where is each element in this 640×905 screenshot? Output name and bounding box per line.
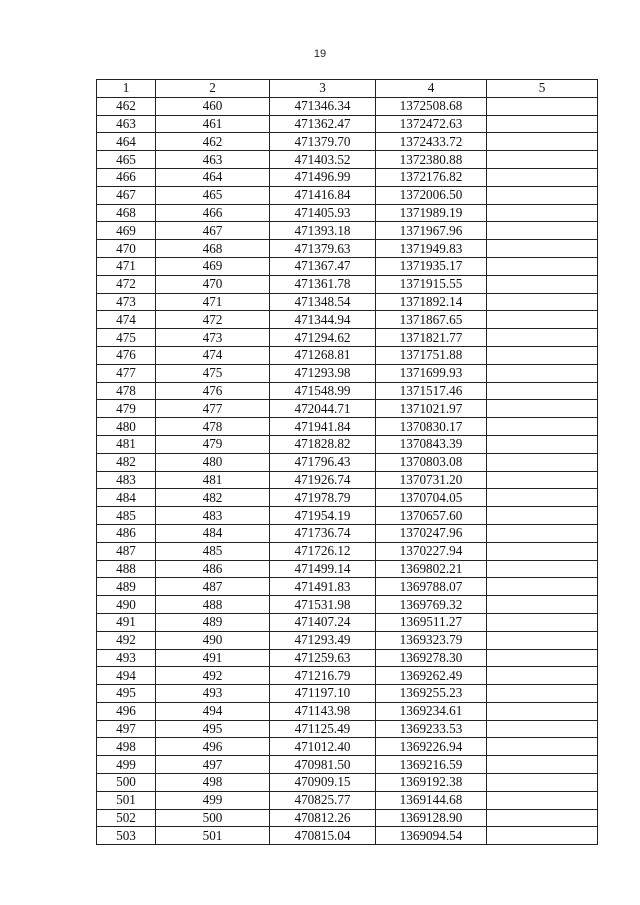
coordinate-y-cell: 1370803.08 — [376, 453, 487, 471]
coordinate-x-cell: 471259.63 — [270, 649, 376, 667]
note-cell — [487, 311, 598, 329]
coordinate-x-cell: 471197.10 — [270, 685, 376, 703]
note-cell — [487, 222, 598, 240]
coordinate-y-cell: 1371935.17 — [376, 257, 487, 275]
boundary-number-cell: 468 — [156, 240, 270, 258]
point-number-cell: 462 — [97, 97, 156, 115]
column-header-2: 2 — [156, 80, 270, 98]
note-cell — [487, 257, 598, 275]
coordinate-x-cell: 471379.63 — [270, 240, 376, 258]
coordinate-x-cell: 471403.52 — [270, 151, 376, 169]
coordinate-y-cell: 1369233.53 — [376, 720, 487, 738]
coordinate-y-cell: 1371867.65 — [376, 311, 487, 329]
boundary-number-cell: 474 — [156, 346, 270, 364]
note-cell — [487, 756, 598, 774]
table-row — [97, 400, 598, 418]
boundary-number-cell: 473 — [156, 329, 270, 347]
boundary-number-cell: 479 — [156, 435, 270, 453]
note-cell — [487, 507, 598, 525]
table-row — [97, 560, 598, 578]
note-cell — [487, 471, 598, 489]
coordinate-y-cell: 1369128.90 — [376, 809, 487, 827]
table-row — [97, 809, 598, 827]
table-row — [97, 418, 598, 436]
point-number-cell: 477 — [97, 364, 156, 382]
boundary-number-cell: 498 — [156, 774, 270, 792]
point-number-cell: 471 — [97, 257, 156, 275]
table-row — [97, 257, 598, 275]
boundary-number-cell: 465 — [156, 186, 270, 204]
column-header-5: 5 — [487, 80, 598, 98]
boundary-number-cell: 485 — [156, 542, 270, 560]
coordinate-x-cell: 471416.84 — [270, 186, 376, 204]
header-row — [97, 80, 598, 98]
note-cell — [487, 364, 598, 382]
point-number-cell: 470 — [97, 240, 156, 258]
point-number-cell: 482 — [97, 453, 156, 471]
boundary-number-cell: 478 — [156, 418, 270, 436]
coordinate-x-cell: 471344.94 — [270, 311, 376, 329]
coordinate-x-cell: 471362.47 — [270, 115, 376, 133]
table-row — [97, 151, 598, 169]
note-cell — [487, 240, 598, 258]
table-row — [97, 756, 598, 774]
coordinate-y-cell: 1369323.79 — [376, 631, 487, 649]
coordinate-y-cell: 1370247.96 — [376, 524, 487, 542]
coordinate-y-cell: 1370830.17 — [376, 418, 487, 436]
table-row — [97, 115, 598, 133]
point-number-cell: 479 — [97, 400, 156, 418]
coordinate-y-cell: 1369144.68 — [376, 791, 487, 809]
page-number: 19 — [313, 48, 327, 60]
coordinate-x-cell: 471143.98 — [270, 702, 376, 720]
point-number-cell: 502 — [97, 809, 156, 827]
coordinate-x-cell: 471348.54 — [270, 293, 376, 311]
point-number-cell: 478 — [97, 382, 156, 400]
note-cell — [487, 613, 598, 631]
point-number-cell: 476 — [97, 346, 156, 364]
boundary-number-cell: 480 — [156, 453, 270, 471]
table-row — [97, 631, 598, 649]
note-cell — [487, 596, 598, 614]
boundary-number-cell: 476 — [156, 382, 270, 400]
point-number-cell: 489 — [97, 578, 156, 596]
table-row — [97, 827, 598, 845]
point-number-cell: 481 — [97, 435, 156, 453]
coordinate-y-cell: 1370843.39 — [376, 435, 487, 453]
note-cell — [487, 329, 598, 347]
coordinate-y-cell: 1371021.97 — [376, 400, 487, 418]
point-number-cell: 486 — [97, 524, 156, 542]
coordinate-y-cell: 1372006.50 — [376, 186, 487, 204]
point-number-cell: 467 — [97, 186, 156, 204]
coordinate-x-cell: 471954.19 — [270, 507, 376, 525]
table-body — [97, 97, 598, 844]
point-number-cell: 465 — [97, 151, 156, 169]
coordinate-x-cell: 470815.04 — [270, 827, 376, 845]
table-row — [97, 240, 598, 258]
coordinate-y-cell: 1371915.55 — [376, 275, 487, 293]
coordinates-table — [96, 79, 598, 845]
note-cell — [487, 418, 598, 436]
point-number-cell: 495 — [97, 685, 156, 703]
coordinate-y-cell: 1370704.05 — [376, 489, 487, 507]
coordinate-x-cell: 471367.47 — [270, 257, 376, 275]
coordinate-x-cell: 471393.18 — [270, 222, 376, 240]
boundary-number-cell: 494 — [156, 702, 270, 720]
coordinate-x-cell: 471796.43 — [270, 453, 376, 471]
point-number-cell: 493 — [97, 649, 156, 667]
point-number-cell: 503 — [97, 827, 156, 845]
coordinate-x-cell: 471491.83 — [270, 578, 376, 596]
note-cell — [487, 720, 598, 738]
coordinate-y-cell: 1369255.23 — [376, 685, 487, 703]
table-row — [97, 791, 598, 809]
point-number-cell: 494 — [97, 667, 156, 685]
note-cell — [487, 293, 598, 311]
point-number-cell: 469 — [97, 222, 156, 240]
note-cell — [487, 97, 598, 115]
coordinate-x-cell: 470981.50 — [270, 756, 376, 774]
table-row — [97, 346, 598, 364]
coordinate-x-cell: 471828.82 — [270, 435, 376, 453]
coordinate-x-cell: 471268.81 — [270, 346, 376, 364]
boundary-number-cell: 491 — [156, 649, 270, 667]
coordinate-y-cell: 1371949.83 — [376, 240, 487, 258]
note-cell — [487, 275, 598, 293]
table-row — [97, 720, 598, 738]
point-number-cell: 492 — [97, 631, 156, 649]
note-cell — [487, 809, 598, 827]
coordinate-x-cell: 471125.49 — [270, 720, 376, 738]
note-cell — [487, 667, 598, 685]
point-number-cell: 485 — [97, 507, 156, 525]
boundary-number-cell: 484 — [156, 524, 270, 542]
table-row — [97, 329, 598, 347]
point-number-cell: 498 — [97, 738, 156, 756]
coordinate-x-cell: 470909.15 — [270, 774, 376, 792]
boundary-number-cell: 483 — [156, 507, 270, 525]
coordinate-y-cell: 1369192.38 — [376, 774, 487, 792]
note-cell — [487, 133, 598, 151]
coordinate-y-cell: 1369769.32 — [376, 596, 487, 614]
table-row — [97, 364, 598, 382]
point-number-cell: 488 — [97, 560, 156, 578]
point-number-cell: 496 — [97, 702, 156, 720]
coordinate-y-cell: 1371699.93 — [376, 364, 487, 382]
coordinate-x-cell: 471293.49 — [270, 631, 376, 649]
coordinate-y-cell: 1370657.60 — [376, 507, 487, 525]
coordinate-x-cell: 471216.79 — [270, 667, 376, 685]
coordinate-y-cell: 1370227.94 — [376, 542, 487, 560]
boundary-number-cell: 477 — [156, 400, 270, 418]
point-number-cell: 473 — [97, 293, 156, 311]
note-cell — [487, 115, 598, 133]
boundary-number-cell: 493 — [156, 685, 270, 703]
coordinate-x-cell: 471548.99 — [270, 382, 376, 400]
coordinate-y-cell: 1371821.77 — [376, 329, 487, 347]
boundary-number-cell: 472 — [156, 311, 270, 329]
note-cell — [487, 453, 598, 471]
note-cell — [487, 346, 598, 364]
table-row — [97, 774, 598, 792]
column-header-4: 4 — [376, 80, 487, 98]
coordinate-x-cell: 471012.40 — [270, 738, 376, 756]
table-row — [97, 649, 598, 667]
note-cell — [487, 685, 598, 703]
table-row — [97, 542, 598, 560]
table-row — [97, 453, 598, 471]
table-row — [97, 685, 598, 703]
table-row — [97, 293, 598, 311]
coordinate-x-cell: 470812.26 — [270, 809, 376, 827]
table-row — [97, 578, 598, 596]
point-number-cell: 472 — [97, 275, 156, 293]
boundary-number-cell: 481 — [156, 471, 270, 489]
table-row — [97, 275, 598, 293]
table-row — [97, 97, 598, 115]
table-row — [97, 524, 598, 542]
coordinate-x-cell: 471405.93 — [270, 204, 376, 222]
point-number-cell: 500 — [97, 774, 156, 792]
coordinate-x-cell: 472044.71 — [270, 400, 376, 418]
note-cell — [487, 204, 598, 222]
coordinate-x-cell: 470825.77 — [270, 791, 376, 809]
coordinate-y-cell: 1370731.20 — [376, 471, 487, 489]
boundary-number-cell: 487 — [156, 578, 270, 596]
table-row — [97, 311, 598, 329]
boundary-number-cell: 495 — [156, 720, 270, 738]
coordinate-x-cell: 471978.79 — [270, 489, 376, 507]
boundary-number-cell: 463 — [156, 151, 270, 169]
boundary-number-cell: 496 — [156, 738, 270, 756]
table-row — [97, 613, 598, 631]
table-row — [97, 596, 598, 614]
boundary-number-cell: 475 — [156, 364, 270, 382]
column-header-1: 1 — [97, 80, 156, 98]
point-number-cell: 468 — [97, 204, 156, 222]
boundary-number-cell: 489 — [156, 613, 270, 631]
coordinate-y-cell: 1372176.82 — [376, 168, 487, 186]
boundary-number-cell: 469 — [156, 257, 270, 275]
coordinate-y-cell: 1371967.96 — [376, 222, 487, 240]
table-row — [97, 507, 598, 525]
point-number-cell: 480 — [97, 418, 156, 436]
table-row — [97, 738, 598, 756]
table-row — [97, 222, 598, 240]
table-row — [97, 382, 598, 400]
coordinate-y-cell: 1372380.88 — [376, 151, 487, 169]
coordinate-x-cell: 471499.14 — [270, 560, 376, 578]
boundary-number-cell: 488 — [156, 596, 270, 614]
coordinate-x-cell: 471941.84 — [270, 418, 376, 436]
point-number-cell: 501 — [97, 791, 156, 809]
boundary-number-cell: 492 — [156, 667, 270, 685]
boundary-number-cell: 461 — [156, 115, 270, 133]
coordinate-y-cell: 1372433.72 — [376, 133, 487, 151]
point-number-cell: 484 — [97, 489, 156, 507]
note-cell — [487, 168, 598, 186]
note-cell — [487, 186, 598, 204]
note-cell — [487, 649, 598, 667]
point-number-cell: 475 — [97, 329, 156, 347]
note-cell — [487, 774, 598, 792]
note-cell — [487, 578, 598, 596]
table-row — [97, 168, 598, 186]
table-row — [97, 489, 598, 507]
boundary-number-cell: 486 — [156, 560, 270, 578]
note-cell — [487, 702, 598, 720]
coordinate-y-cell: 1371892.14 — [376, 293, 487, 311]
coordinate-x-cell: 471293.98 — [270, 364, 376, 382]
coordinate-x-cell: 471736.74 — [270, 524, 376, 542]
boundary-number-cell: 471 — [156, 293, 270, 311]
table-row — [97, 435, 598, 453]
note-cell — [487, 489, 598, 507]
coordinate-x-cell: 471531.98 — [270, 596, 376, 614]
coordinate-y-cell: 1369788.07 — [376, 578, 487, 596]
coordinate-y-cell: 1369511.27 — [376, 613, 487, 631]
point-number-cell: 487 — [97, 542, 156, 560]
note-cell — [487, 791, 598, 809]
coordinate-x-cell: 471496.99 — [270, 168, 376, 186]
coordinate-x-cell: 471294.62 — [270, 329, 376, 347]
note-cell — [487, 738, 598, 756]
note-cell — [487, 435, 598, 453]
coordinate-x-cell: 471926.74 — [270, 471, 376, 489]
note-cell — [487, 151, 598, 169]
coordinate-y-cell: 1369278.30 — [376, 649, 487, 667]
coordinate-y-cell: 1372472.63 — [376, 115, 487, 133]
boundary-number-cell: 501 — [156, 827, 270, 845]
coordinate-y-cell: 1369262.49 — [376, 667, 487, 685]
note-cell — [487, 542, 598, 560]
table-row — [97, 471, 598, 489]
boundary-number-cell: 466 — [156, 204, 270, 222]
point-number-cell: 490 — [97, 596, 156, 614]
coordinate-x-cell: 471346.34 — [270, 97, 376, 115]
coordinate-x-cell: 471726.12 — [270, 542, 376, 560]
column-header-3: 3 — [270, 80, 376, 98]
boundary-number-cell: 462 — [156, 133, 270, 151]
table-row — [97, 702, 598, 720]
note-cell — [487, 560, 598, 578]
coordinate-y-cell: 1372508.68 — [376, 97, 487, 115]
boundary-number-cell: 467 — [156, 222, 270, 240]
point-number-cell: 497 — [97, 720, 156, 738]
point-number-cell: 491 — [97, 613, 156, 631]
table-row — [97, 204, 598, 222]
boundary-number-cell: 499 — [156, 791, 270, 809]
boundary-number-cell: 500 — [156, 809, 270, 827]
boundary-number-cell: 490 — [156, 631, 270, 649]
table-row — [97, 133, 598, 151]
table-row — [97, 186, 598, 204]
coordinate-y-cell: 1369216.59 — [376, 756, 487, 774]
point-number-cell: 466 — [97, 168, 156, 186]
coordinate-y-cell: 1369226.94 — [376, 738, 487, 756]
boundary-number-cell: 497 — [156, 756, 270, 774]
coordinate-y-cell: 1371989.19 — [376, 204, 487, 222]
note-cell — [487, 400, 598, 418]
boundary-number-cell: 464 — [156, 168, 270, 186]
boundary-number-cell: 470 — [156, 275, 270, 293]
coordinate-y-cell: 1371517.46 — [376, 382, 487, 400]
point-number-cell: 499 — [97, 756, 156, 774]
boundary-number-cell: 482 — [156, 489, 270, 507]
coordinate-x-cell: 471407.24 — [270, 613, 376, 631]
table-header — [97, 80, 598, 98]
note-cell — [487, 524, 598, 542]
coordinate-y-cell: 1369802.21 — [376, 560, 487, 578]
coordinate-y-cell: 1369094.54 — [376, 827, 487, 845]
table-row — [97, 667, 598, 685]
note-cell — [487, 631, 598, 649]
coordinate-y-cell: 1369234.61 — [376, 702, 487, 720]
point-number-cell: 483 — [97, 471, 156, 489]
coordinate-y-cell: 1371751.88 — [376, 346, 487, 364]
point-number-cell: 463 — [97, 115, 156, 133]
point-number-cell: 464 — [97, 133, 156, 151]
note-cell — [487, 382, 598, 400]
note-cell — [487, 827, 598, 845]
boundary-number-cell: 460 — [156, 97, 270, 115]
coordinate-x-cell: 471361.78 — [270, 275, 376, 293]
coordinate-x-cell: 471379.70 — [270, 133, 376, 151]
point-number-cell: 474 — [97, 311, 156, 329]
